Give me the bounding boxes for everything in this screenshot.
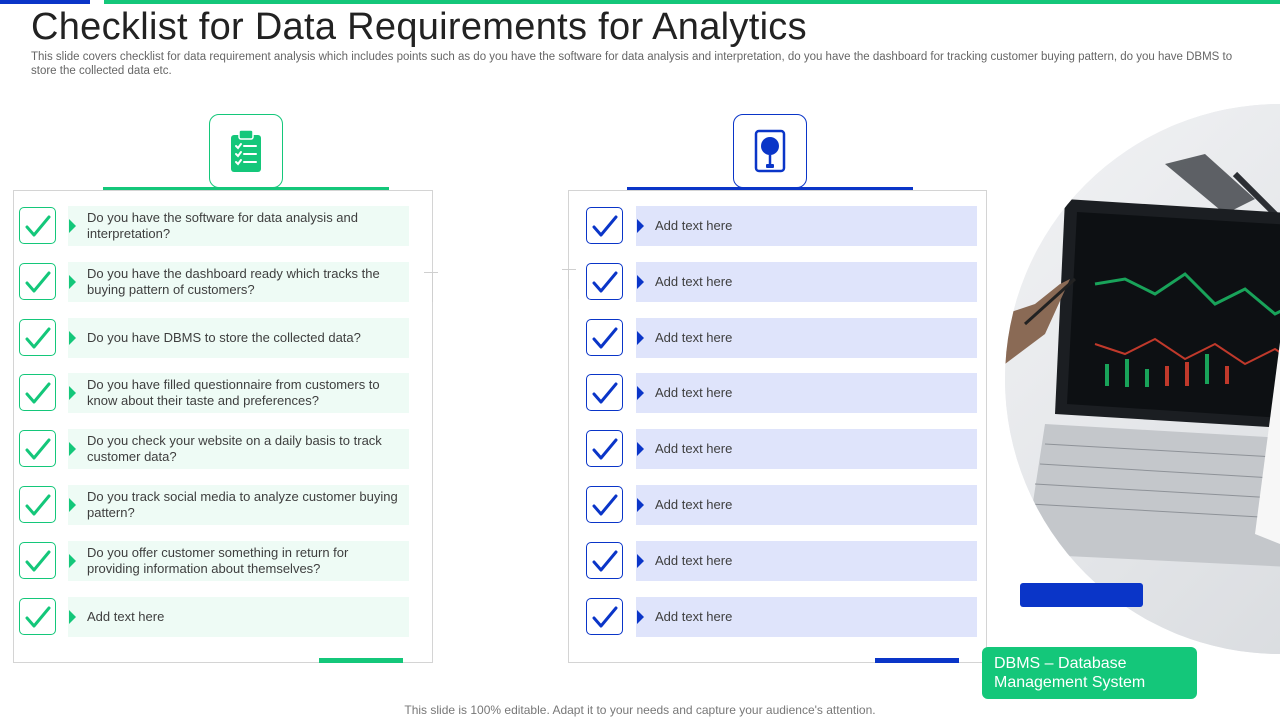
checkmark-icon — [592, 270, 618, 294]
bullet-arrow-icon — [69, 331, 76, 345]
checkmark-icon — [25, 549, 51, 573]
checklist-item-text: Add text here — [655, 385, 733, 400]
checklist-item — [636, 318, 977, 358]
checklist-item-text: Do you track social media to analyze customer buying pattern? — [87, 489, 398, 520]
checkmark-box[interactable] — [19, 542, 56, 579]
checkmark-icon — [592, 493, 618, 517]
checklist-item-text: Add text here — [655, 553, 733, 568]
bullet-arrow-icon — [69, 610, 76, 624]
top-accent-bar-green — [104, 0, 1280, 4]
panel-divider-tick — [562, 269, 576, 270]
checklist-item-text: Do you offer customer something in return for providing information about themselves? — [87, 545, 349, 576]
checkmark-box[interactable] — [19, 486, 56, 523]
bullet-arrow-icon — [637, 331, 644, 345]
checkmark-icon — [25, 214, 51, 238]
checkmark-box[interactable] — [586, 486, 623, 523]
top-accent-bar-blue — [0, 0, 90, 4]
laptop-photo-illustration — [1005, 104, 1280, 654]
checklist-item-text: Do you have DBMS to store the collected data? — [87, 330, 361, 345]
checklist-item-text: Do you check your website on a daily basis to track customer data? — [87, 433, 382, 464]
left-bottom-accent — [319, 658, 403, 663]
checklist-item — [68, 485, 409, 525]
checkmark-icon — [25, 493, 51, 517]
checklist-item-text: Add text here — [655, 274, 733, 289]
bullet-arrow-icon — [637, 442, 644, 456]
bullet-arrow-icon — [69, 219, 76, 233]
checkmark-box[interactable] — [586, 207, 623, 244]
checklist-item — [636, 373, 977, 413]
footer-note: This slide is 100% editable. Adapt it to your needs and capture your audience's attention. — [404, 703, 876, 717]
clipboard-checklist-icon — [229, 129, 263, 173]
checklist-item — [68, 318, 409, 358]
checkmark-box[interactable] — [586, 319, 623, 356]
checklist-item — [636, 541, 977, 581]
checkmark-box[interactable] — [586, 374, 623, 411]
bullet-arrow-icon — [637, 275, 644, 289]
checklist-item — [68, 373, 409, 413]
checklist-item-text: Add text here — [655, 441, 733, 456]
left-checklist-panel — [13, 190, 433, 663]
checklist-item-text: Add text here — [87, 609, 165, 624]
right-checklist-panel — [568, 190, 987, 663]
right-header-icon-box — [733, 114, 807, 188]
bullet-arrow-icon — [637, 498, 644, 512]
checkmark-box[interactable] — [586, 430, 623, 467]
laptop-analytics-photo — [1005, 104, 1280, 654]
checklist-item-text: Add text here — [655, 609, 733, 624]
checklist-item-text: Add text here — [655, 218, 733, 233]
checklist-item — [636, 262, 977, 302]
checkmark-box[interactable] — [586, 598, 623, 635]
checkmark-box[interactable] — [19, 319, 56, 356]
checklist-item — [636, 485, 977, 525]
checkmark-icon — [592, 381, 618, 405]
checkmark-icon — [25, 381, 51, 405]
checkmark-box[interactable] — [586, 263, 623, 300]
panel-divider-tick — [568, 269, 569, 299]
checklist-item-text: Do you have filled questionnaire from customers to know about their taste and preferences? — [87, 377, 380, 408]
checkmark-icon — [592, 549, 618, 573]
checkmark-icon — [592, 214, 618, 238]
checklist-item — [68, 262, 409, 302]
checklist-item — [68, 206, 409, 246]
checkmark-box[interactable] — [19, 430, 56, 467]
bullet-arrow-icon — [69, 442, 76, 456]
checklist-item-text: Add text here — [655, 497, 733, 512]
checkmark-icon — [25, 270, 51, 294]
checklist-item — [636, 429, 977, 469]
bullet-arrow-icon — [637, 219, 644, 233]
slide-title: Checklist for Data Requirements for Analytics — [31, 6, 807, 48]
checklist-item — [68, 429, 409, 469]
bullet-arrow-icon — [69, 554, 76, 568]
checklist-item-text: Do you have the software for data analysis and interpretation? — [87, 210, 358, 241]
bullet-arrow-icon — [69, 386, 76, 400]
checkmark-box[interactable] — [19, 207, 56, 244]
checklist-item-text: Do you have the dashboard ready which tracks the buying pattern of customers? — [87, 266, 380, 297]
checkmark-icon — [592, 326, 618, 350]
left-header-icon-box — [209, 114, 283, 188]
checkmark-box[interactable] — [19, 263, 56, 300]
bullet-arrow-icon — [637, 386, 644, 400]
right-bottom-accent — [875, 658, 959, 663]
panel-divider-tick — [424, 272, 438, 273]
checkmark-icon — [25, 437, 51, 461]
checklist-item — [68, 597, 409, 637]
bullet-arrow-icon — [69, 498, 76, 512]
bullet-arrow-icon — [69, 275, 76, 289]
checklist-item — [68, 541, 409, 581]
checkmark-box[interactable] — [19, 374, 56, 411]
bullet-arrow-icon — [637, 610, 644, 624]
panel-divider-tick — [432, 272, 433, 302]
tablet-location-icon — [753, 129, 787, 173]
checkmark-icon — [592, 605, 618, 629]
checklist-item — [636, 206, 977, 246]
blue-callout-bar — [1020, 583, 1143, 607]
checklist-item-text: Add text here — [655, 330, 733, 345]
checkmark-box[interactable] — [586, 542, 623, 579]
checkmark-box[interactable] — [19, 598, 56, 635]
checkmark-icon — [592, 437, 618, 461]
checkmark-icon — [25, 326, 51, 350]
checklist-item — [636, 597, 977, 637]
dbms-callout: DBMS – Database Management System — [982, 647, 1197, 699]
slide-subtitle: This slide covers checklist for data requirement analysis which includes points such as do you have the software for data analysis and interpretation, do you have the dashboard for tracking customer buying pattern, do you have DBMS to store the collected data etc. — [31, 51, 1233, 77]
bullet-arrow-icon — [637, 554, 644, 568]
checkmark-icon — [25, 605, 51, 629]
